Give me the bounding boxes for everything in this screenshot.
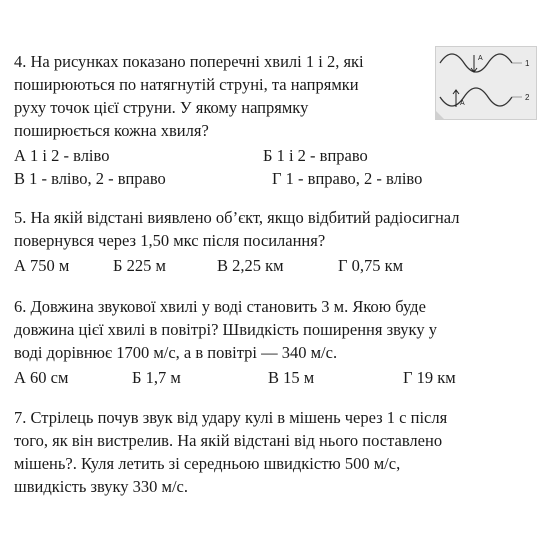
q5-option-a: А 750 м — [14, 256, 70, 275]
q5-option-c: В 2,25 км — [217, 256, 284, 275]
q5-option-b: Б 225 м — [113, 256, 166, 275]
q5-line-1: 5. На якій відстані виявлено об’єкт, якщо відбитий радіосигнал — [14, 208, 460, 227]
q7-line-4: швидкість звуку 330 м/с. — [14, 477, 189, 496]
q7-line-3: мішень?. Куля летить зі середньою швидкістю 500 м/с, — [14, 454, 401, 473]
wave-2-point-label: A — [460, 100, 465, 107]
q4-option-d: Г 1 - вправо, 2 - вліво — [272, 169, 423, 188]
q6-line-3: воді дорівнює 1700 м/с, а в повітрі — 340 м/с. — [14, 343, 338, 362]
q4-line-4: поширюється кожна хвиля? — [14, 121, 209, 140]
wave-2-label: 2 — [525, 93, 530, 102]
q6-option-b: Б 1,7 м — [132, 368, 181, 387]
wave-diagram — [436, 47, 536, 119]
q6-option-d: Г 19 км — [403, 368, 456, 387]
q4-line-3: руху точок цієї струни. У якому напрямку — [14, 98, 309, 117]
wave-figure — [435, 46, 537, 120]
q6-line-1: 6. Довжина звукової хвилі у воді становить 3 м. Якою буде — [14, 297, 426, 316]
q4-option-b: Б 1 і 2 - вправо — [263, 146, 368, 165]
wave-1-label: 1 — [525, 59, 530, 68]
q7-line-1: 7. Стрілець почув звук від удару кулі в мішень через 1 с після — [14, 408, 448, 427]
q5-line-2: повернувся через 1,50 мкс після посилання? — [14, 231, 326, 250]
page-fold — [436, 111, 444, 119]
wave-1-point-label: A — [478, 55, 483, 62]
q6-option-c: В 15 м — [268, 368, 315, 387]
wave-2-curve — [440, 88, 512, 106]
q6-line-2: довжина цієї хвилі в повітрі? Швидкість поширення звуку у — [14, 320, 437, 339]
q4-line-1: 4. На рисунках показано поперечні хвилі 1 і 2, які — [14, 52, 364, 71]
q4-line-2: поширюються по натягнутій струні, та напрямки — [14, 75, 359, 94]
q4-option-c: В 1 - вліво, 2 - вправо — [14, 169, 166, 188]
q4-option-a: А 1 і 2 - вліво — [14, 146, 110, 165]
q6-option-a: А 60 см — [14, 368, 69, 387]
q7-line-2: того, як він вистрелив. На якій відстані від нього поставлено — [14, 431, 443, 450]
q5-option-d: Г 0,75 км — [338, 256, 404, 275]
